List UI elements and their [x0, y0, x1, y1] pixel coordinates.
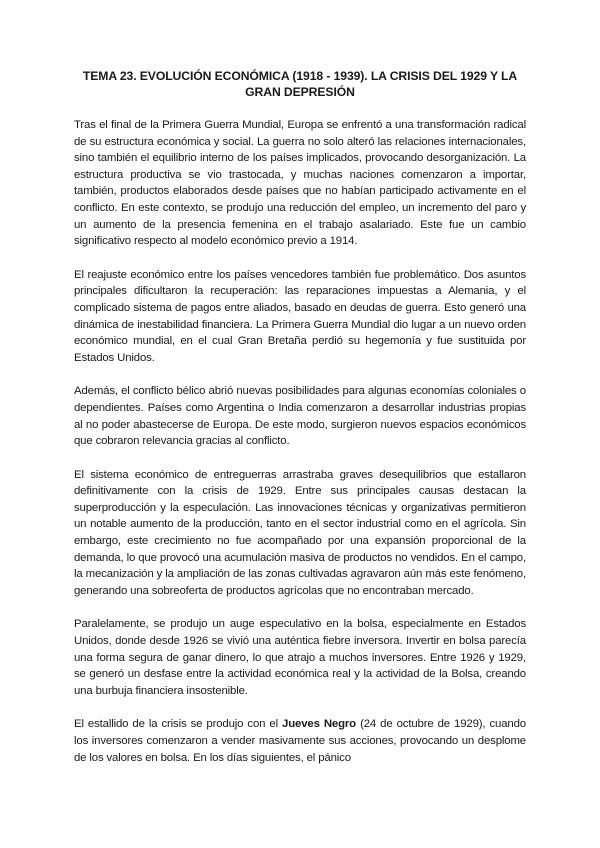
paragraph-crisis-causes: El sistema económico de entreguerras arrastraba graves desequilibrios que estallaron definitivamente con la crisis de 1929. Entre sus principales causas destacan la superproducción y la especulación. Las innovaciones técnicas y organizativas permitieron un notable aumento de la producción, tanto en el sector industrial como en el agrícola. Sin embargo, este crecimiento no fue acompañado por una expansión proporcional de la demanda, lo que provocó una acumulación masiva de productos no vendidos. En el campo, la mecanización y la ampliación de las zonas cultivadas agravaron aún más este fenómeno, generando una sobreoferta de productos agrícolas que no encontraban mercado. [74, 468, 526, 597]
paragraph-colonial-economies: Además, el conflicto bélico abrió nuevas posibilidades para algunas economías coloniales o dependientes. Países como Argentina o India comenzaron a desarrollar industrias propias al no poder abastecerse de Europa. De este modo, surgieron nuevos espacios económicos que cobraron relevancia gracias al conflicto. [74, 385, 526, 448]
paragraph-economic-readjustment: El reajuste económico entre los países vencedores también fue problemático. Dos asuntos principales dificultaron la recuperación: las reparaciones impuestas a Alemania, y el complicado sistema de pagos entre aliados, basado en deudas de guerra. Esto generó una dinámica de inestabilidad financiera. La Primera Guerra Mundial dio lugar a un nuevo orden económico mundial, en el cual Gran Bretaña perdió su hegemonía y fue sustituida por Estados Unidos. [74, 268, 526, 364]
paragraph-speculation: Paralelamente, se produjo un auge especulativo en la bolsa, especialmente en Estados Unidos, donde desde 1926 se vivió una auténtica fiebre inversora. Invertir en bolsa parecía una forma segura de ganar dinero, lo que atrajo a muchos inversores. Entre 1926 y 1929, se generó un desfase entre la actividad económica real y la actividad de la Bolsa, creando una burbuja financiera insostenible. [74, 618, 526, 697]
paragraph-black-thursday [74, 716, 526, 766]
document-page [74, 68, 526, 783]
document-title: TEMA 23. EVOLUCIÓN ECONÓMICA (1918 - 1939). LA CRISIS DEL 1929 Y LA GRAN DEPRESIÓN [82, 69, 518, 99]
paragraph-black-thursday-rest: (24 de octubre de 1929), cuando los inversores comenzaron a vender masivamente sus acciones, provocando un desplome de los valores en bolsa. En los días siguientes, el pánico [74, 718, 526, 764]
paragraph-postwar-transformation: Tras el final de la Primera Guerra Mundial, Europa se enfrentó a una transformación radical de su estructura económica y social. La guerra no solo alteró las relaciones internacionales, sino también el equilibrio interno de los países implicados, provocando desorganización. La estructura productiva se vio trastocada, y muchas naciones comenzaron a importar, también, productos elaborados desde países que no habían participado activamente en el conflicto. En este contexto, se produjo una reducción del empleo, un incremento del paro y un aumento de la presencia femenina en el trabajo asalariado. Este fue un cambio significativo respecto al modelo económico previo a 1914. [74, 119, 526, 248]
black-thursday-term: Jueves Negro [282, 718, 356, 731]
paragraph-black-thursday-intro: El estallido de la crisis se produjo con el [74, 718, 283, 731]
